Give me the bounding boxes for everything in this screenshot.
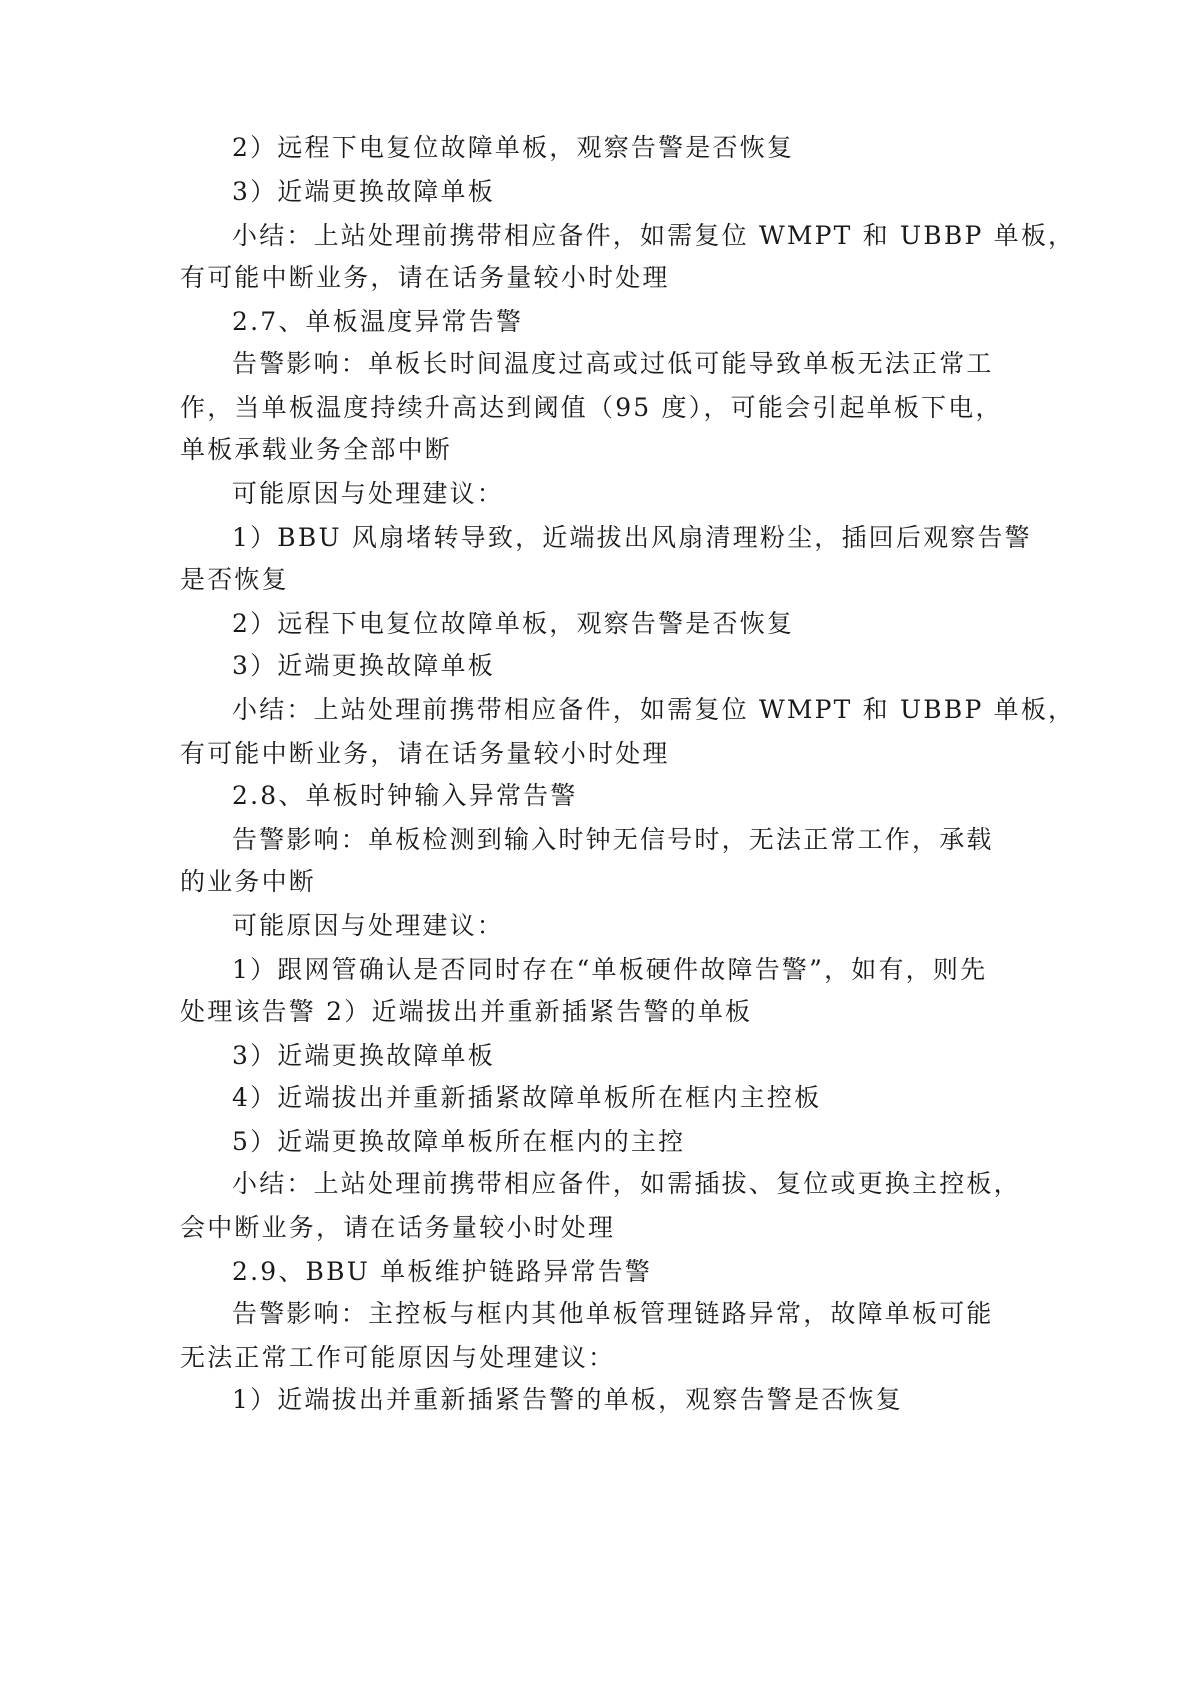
text-line: 1）跟网管确认是否同时存在“单板硬件故障告警”，如有，则先	[232, 955, 988, 984]
section-heading: 2.9、BBU 单板维护链路异常告警	[232, 1257, 653, 1286]
text-line: 的业务中断	[180, 867, 317, 896]
text-line: 处理该告警 2）近端拔出并重新插紧告警的单板	[180, 997, 753, 1026]
text-line: 小结：上站处理前携带相应备件，如需复位 WMPT 和 UBBP 单板，	[232, 695, 1076, 724]
text-line: 3）近端更换故障单板	[232, 651, 495, 680]
text-line: 作，当单板温度持续升高达到阈值（95 度），可能会引起单板下电，	[180, 393, 1003, 422]
text-line: 5）近端更换故障单板所在框内的主控	[232, 1127, 686, 1156]
text-line: 可能原因与处理建议：	[232, 479, 505, 508]
text-line: 1）BBU 风扇堵转导致，近端拔出风扇清理粉尘，插回后观察告警	[232, 523, 1032, 552]
text-line: 有可能中断业务，请在话务量较小时处理	[180, 263, 670, 292]
text-line: 是否恢复	[180, 565, 289, 594]
text-line: 4）近端拔出并重新插紧故障单板所在框内主控板	[232, 1083, 822, 1112]
text-line: 小结：上站处理前携带相应备件，如需插拔、复位或更换主控板，	[232, 1169, 1021, 1198]
text-line: 告警影响：主控板与框内其他单板管理链路异常，故障单板可能	[232, 1299, 994, 1328]
text-line: 1）近端拔出并重新插紧告警的单板，观察告警是否恢复	[232, 1385, 903, 1414]
text-line: 2）远程下电复位故障单板，观察告警是否恢复	[232, 133, 795, 162]
text-line: 无法正常工作可能原因与处理建议：	[180, 1343, 616, 1372]
section-heading: 2.7、单板温度异常告警	[232, 307, 524, 336]
text-line: 小结：上站处理前携带相应备件，如需复位 WMPT 和 UBBP 单板，	[232, 221, 1076, 250]
text-line: 告警影响：单板长时间温度过高或过低可能导致单板无法正常工	[232, 349, 994, 378]
text-line: 有可能中断业务，请在话务量较小时处理	[180, 739, 670, 768]
text-line: 可能原因与处理建议：	[232, 911, 505, 940]
text-line: 单板承载业务全部中断	[180, 435, 453, 464]
text-line: 会中断业务，请在话务量较小时处理	[180, 1213, 616, 1242]
text-line: 3）近端更换故障单板	[232, 177, 495, 206]
text-line: 2）远程下电复位故障单板，观察告警是否恢复	[232, 609, 795, 638]
text-line: 3）近端更换故障单板	[232, 1041, 495, 1070]
section-heading: 2.8、单板时钟输入异常告警	[232, 781, 578, 810]
text-line: 告警影响：单板检测到输入时钟无信号时，无法正常工作，承载	[232, 825, 994, 854]
